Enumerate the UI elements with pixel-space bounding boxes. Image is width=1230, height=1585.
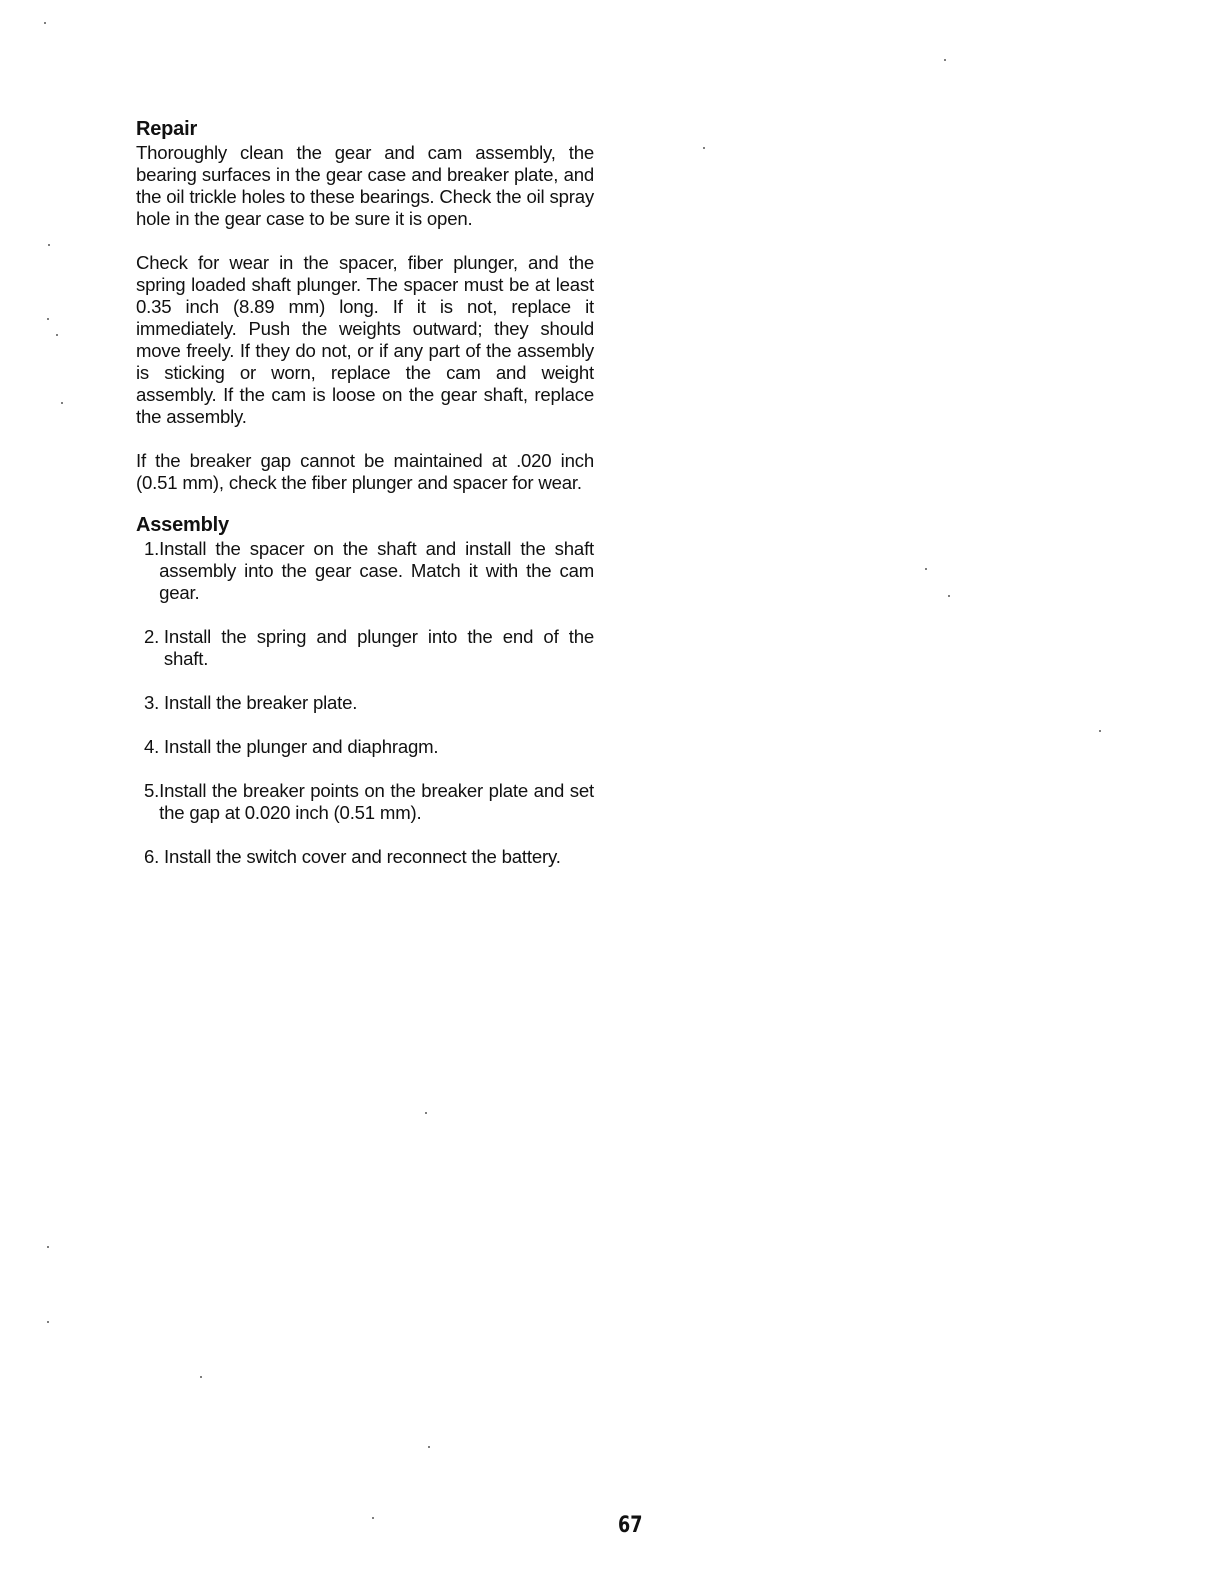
scan-speck — [372, 1517, 374, 1519]
repair-paragraph: Check for wear in the spacer, fiber plunger, and the spring loaded shaft plunger. The spacer must be at least 0.35 inch (8.89 mm) long. If it is not, replace it immediately. Push the weights outward; they should move freely. If they do not, or if any part of the assembly is sticking or worn, replace the cam and weight assembly. If the cam is loose on the gear shaft, replace the assembly. — [136, 252, 594, 427]
assembly-heading: Assembly — [136, 514, 229, 536]
assembly-step — [136, 538, 594, 604]
step-text: Install the plunger and diaphragm. — [164, 736, 439, 757]
scan-speck — [948, 595, 950, 597]
repair-heading: Repair — [136, 118, 198, 140]
scan-speck — [703, 147, 705, 149]
page-number: 67 — [618, 1513, 643, 1538]
scan-speck — [47, 1246, 49, 1248]
scan-speck — [56, 334, 58, 336]
step-number: 4. — [144, 736, 160, 757]
assembly-step — [136, 846, 594, 868]
scan-speck — [944, 59, 946, 61]
scan-speck — [200, 1376, 202, 1378]
assembly-step — [136, 780, 594, 824]
assembly-step — [136, 626, 594, 670]
step-number: 1. — [144, 538, 160, 559]
step-text: Install the breaker plate. — [164, 692, 358, 713]
step-text: Install the spring and plunger into the end of the shaft. — [163, 626, 594, 669]
step-number: 3. — [144, 692, 160, 713]
assembly-step — [136, 692, 594, 714]
step-text: Install the switch cover and reconnect the battery. — [164, 846, 561, 867]
step-number: 6. — [144, 846, 160, 867]
step-text: Install the spacer on the shaft and install the shaft assembly into the gear case. Match it with the cam gear. — [159, 538, 594, 603]
scan-speck — [925, 568, 927, 570]
step-number: 2. — [144, 626, 160, 647]
scan-speck — [428, 1446, 430, 1448]
repair-paragraph: Thoroughly clean the gear and cam assembly, the bearing surfaces in the gear case and breaker plate, and the oil trickle holes to these bearings. Check the oil spray hole in the gear case to be sure it is open. — [136, 142, 594, 229]
scan-speck — [425, 1112, 427, 1114]
scan-speck — [47, 318, 49, 320]
step-text: Install the breaker points on the breaker plate and set the gap at 0.020 inch (0.51 mm). — [159, 780, 594, 823]
scan-speck — [47, 1321, 49, 1323]
repair-paragraph: If the breaker gap cannot be maintained at .020 inch (0.51 mm), check the fiber plunger and spacer for wear. — [136, 450, 594, 493]
scan-speck — [44, 22, 46, 24]
assembly-step — [136, 736, 594, 758]
step-number: 5. — [144, 780, 160, 801]
assembly-steps — [136, 538, 594, 868]
text-column — [136, 116, 594, 890]
scan-speck — [48, 244, 50, 246]
scan-speck — [1099, 730, 1101, 732]
scan-speck — [61, 402, 63, 404]
